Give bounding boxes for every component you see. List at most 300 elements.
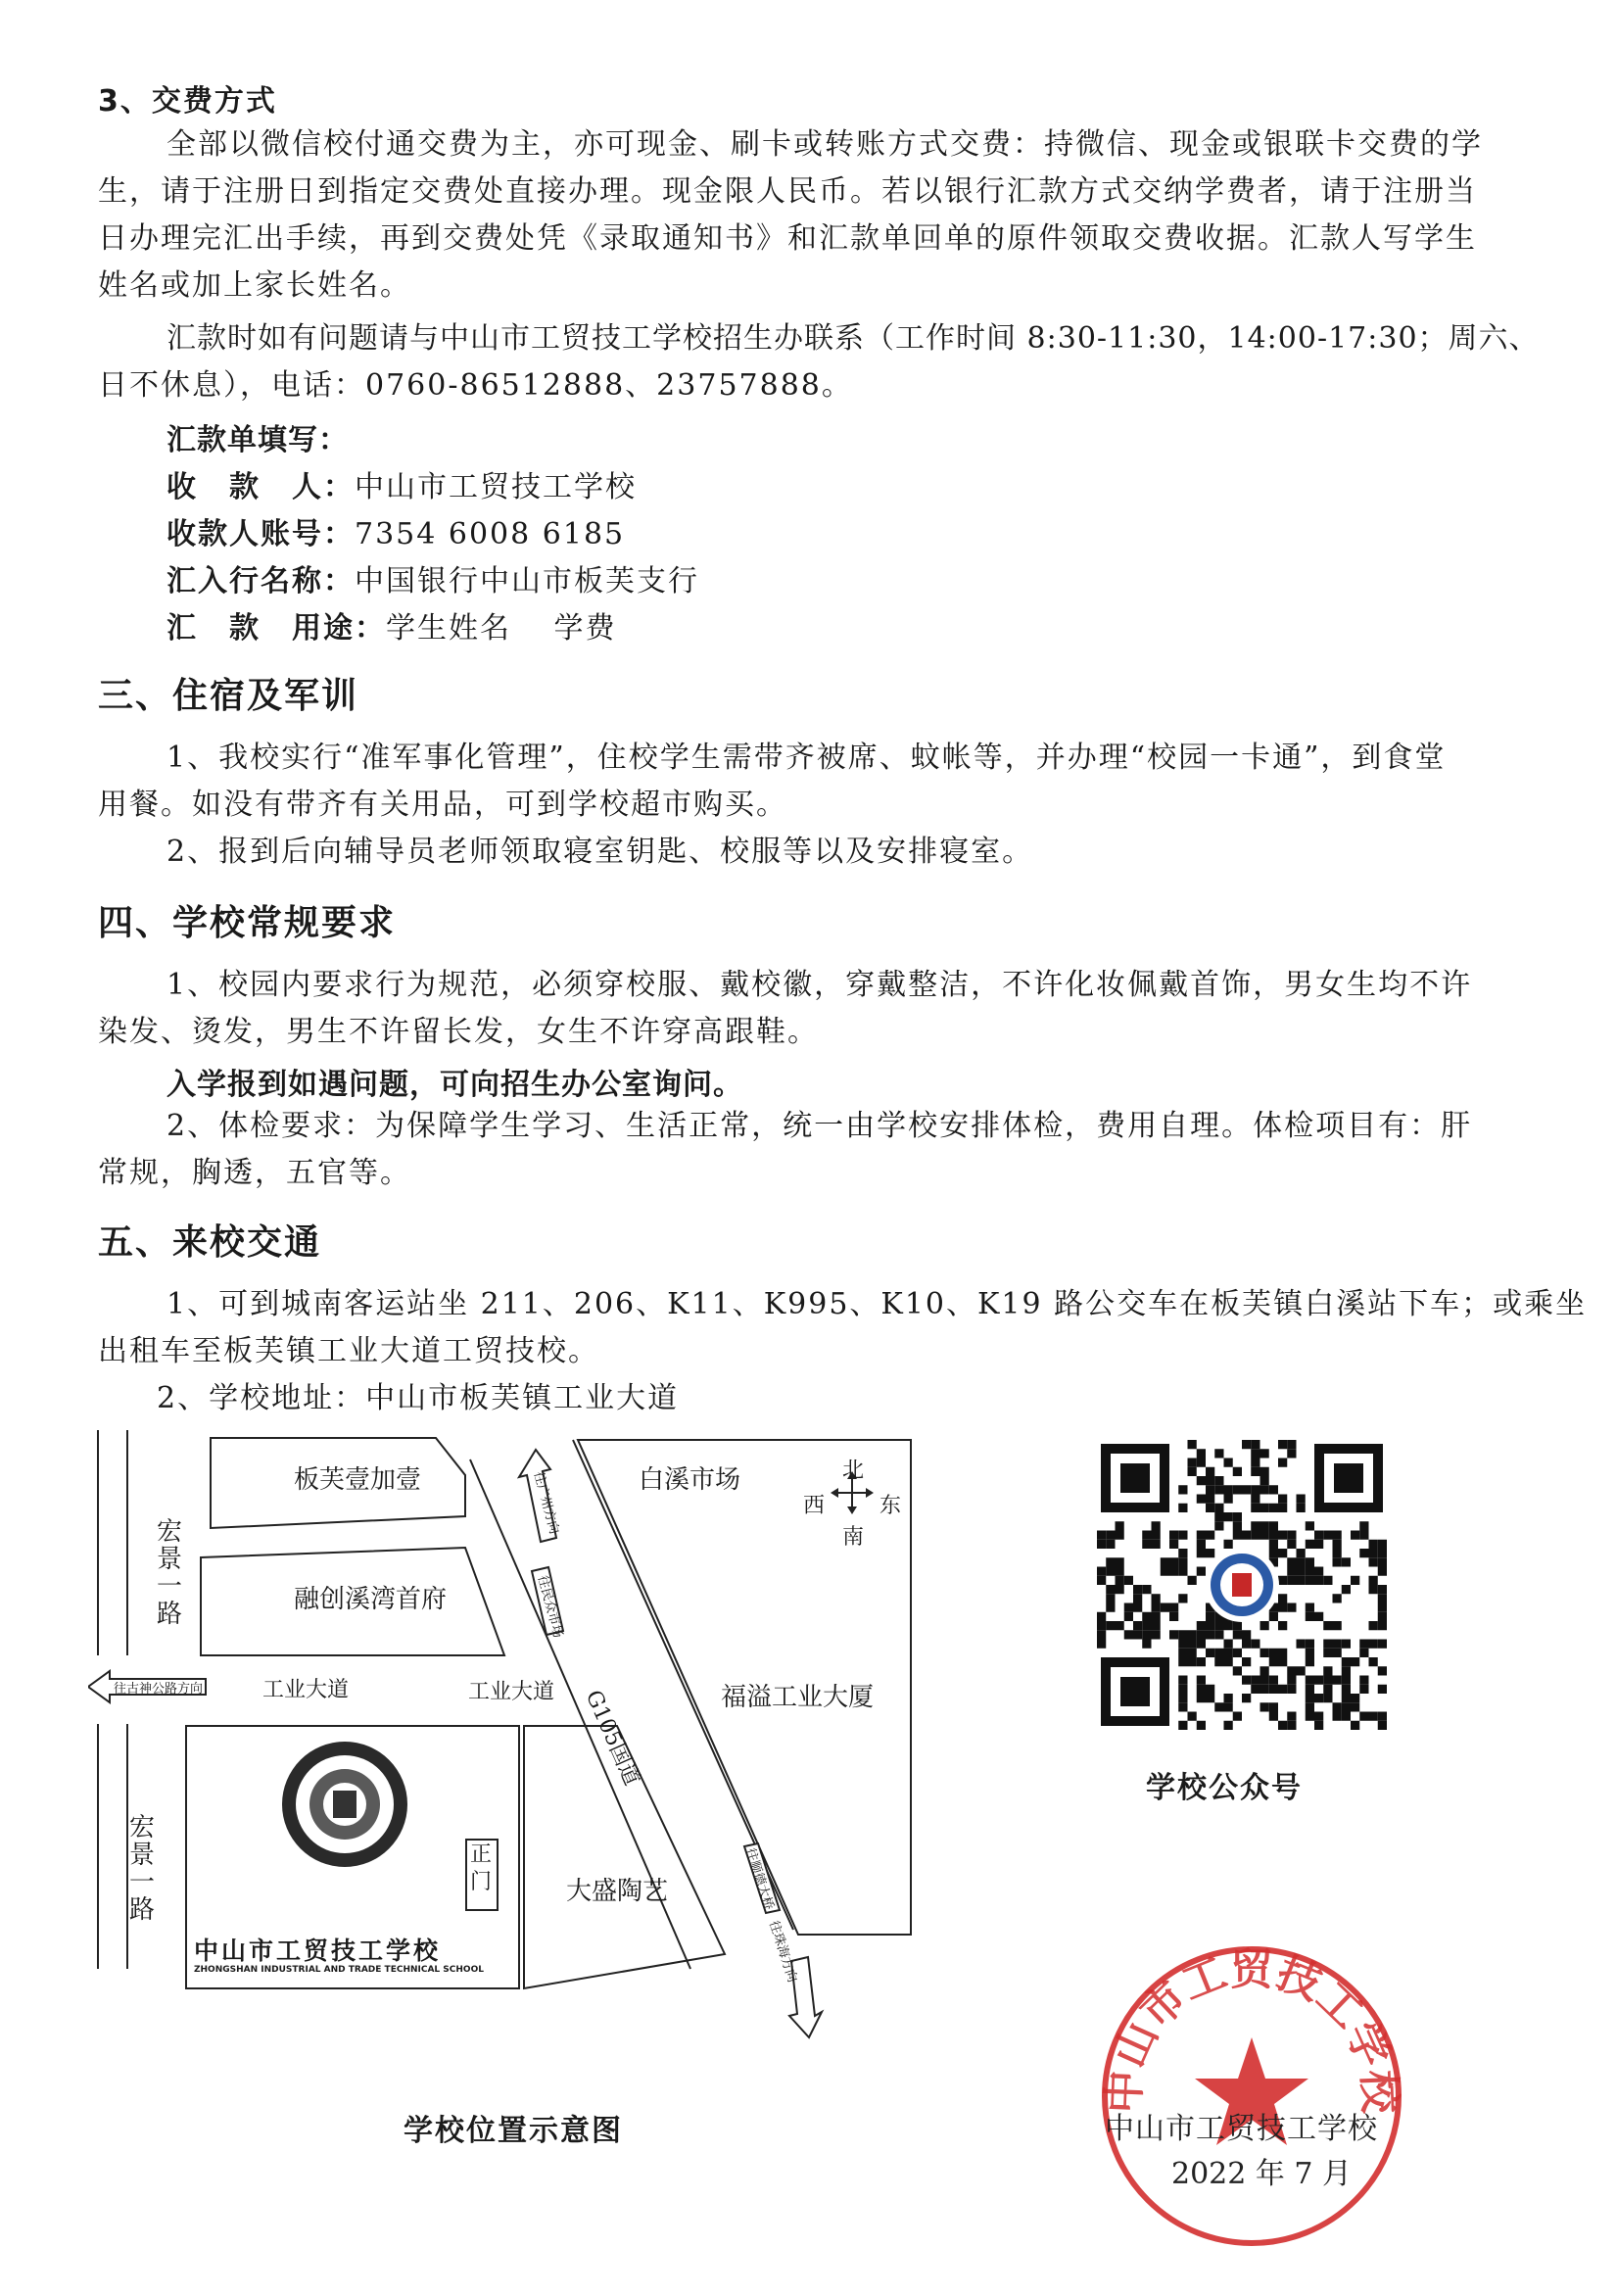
- qr-module: [1188, 1657, 1197, 1666]
- qr-module: [1142, 1531, 1151, 1540]
- qr-module: [1260, 1676, 1269, 1685]
- qr-module: [1133, 1630, 1142, 1639]
- school-logo-icon: [282, 1742, 407, 1867]
- qr-module: [1369, 1712, 1378, 1721]
- qr-module: [1214, 1657, 1223, 1666]
- map-label-dasheng: 大盛陶艺: [566, 1877, 669, 1906]
- qr-module: [1142, 1612, 1151, 1621]
- qr-module: [1233, 1621, 1242, 1630]
- qr-module: [1178, 1702, 1187, 1711]
- qr-module: [1197, 1721, 1206, 1730]
- qr-module: [1342, 1694, 1351, 1702]
- qr-module: [1359, 1649, 1368, 1657]
- qr-module: [1188, 1649, 1197, 1657]
- qr-module: [1260, 1449, 1269, 1458]
- qr-caption: 学校公众号: [1146, 1771, 1303, 1805]
- qr-module: [1269, 1702, 1278, 1711]
- qr-module: [1188, 1459, 1197, 1467]
- remit-label: 汇入行名称：: [166, 564, 355, 598]
- qr-module: [1260, 1685, 1269, 1694]
- qr-module: [1169, 1540, 1178, 1549]
- qr-module: [1152, 1630, 1161, 1639]
- qr-module: [1314, 1694, 1323, 1702]
- qr-module: [1142, 1540, 1151, 1549]
- qr-module: [1369, 1549, 1378, 1557]
- qr-module: [1251, 1449, 1260, 1458]
- qr-module: [1214, 1649, 1223, 1657]
- qr-module: [1359, 1549, 1368, 1557]
- qr-module: [1297, 1666, 1306, 1675]
- qr-module: [1260, 1649, 1269, 1657]
- qr-module: [1260, 1531, 1269, 1540]
- qr-module: [1097, 1576, 1106, 1585]
- qr-module: [1161, 1557, 1169, 1566]
- qr-module: [1242, 1657, 1251, 1666]
- qr-module: [1197, 1621, 1206, 1630]
- qr-module: [1269, 1685, 1278, 1694]
- road-label-gongye-left: 工业大道: [262, 1678, 350, 1702]
- qr-module: [1242, 1676, 1251, 1685]
- qr-module: [1323, 1685, 1332, 1694]
- qr-module: [1278, 1440, 1287, 1449]
- qr-module: [1242, 1640, 1251, 1649]
- qr-module: [1269, 1504, 1278, 1512]
- qr-module: [1333, 1557, 1342, 1566]
- map-caption: 学校位置示意图: [404, 2114, 623, 2148]
- qr-module: [1116, 1567, 1124, 1576]
- qr-module: [1206, 1476, 1214, 1485]
- qr-module: [1278, 1594, 1287, 1602]
- qr-module: [1233, 1512, 1242, 1521]
- qr-module: [1333, 1594, 1342, 1602]
- qr-module: [1260, 1702, 1269, 1711]
- qr-module: [1251, 1531, 1260, 1540]
- qr-module: [1287, 1567, 1296, 1576]
- qr-module: [1297, 1495, 1306, 1504]
- qr-module: [1297, 1504, 1306, 1512]
- qr-module: [1278, 1495, 1287, 1504]
- qr-module: [1287, 1676, 1296, 1685]
- qr-module: [1224, 1721, 1233, 1730]
- map-label-fuyi: 福溢工业大厦: [721, 1683, 875, 1712]
- qr-module: [1251, 1685, 1260, 1694]
- qr-module: [1359, 1712, 1368, 1721]
- qr-module: [1188, 1712, 1197, 1721]
- qr-module: [1206, 1549, 1214, 1557]
- qr-module: [1197, 1531, 1206, 1540]
- qr-module: [1242, 1630, 1251, 1639]
- qr-module: [1197, 1495, 1206, 1504]
- qr-module: [1214, 1702, 1223, 1711]
- qr-module: [1169, 1531, 1178, 1540]
- qr-module: [1106, 1567, 1115, 1576]
- qr-module: [1233, 1531, 1242, 1540]
- qr-module: [1097, 1567, 1106, 1576]
- qr-module: [1106, 1540, 1115, 1549]
- qr-module: [1278, 1685, 1287, 1694]
- qr-module: [1188, 1640, 1197, 1649]
- qr-module: [1169, 1603, 1178, 1612]
- qr-module: [1269, 1657, 1278, 1666]
- qr-module: [1342, 1666, 1351, 1675]
- qr-module: [1188, 1467, 1197, 1476]
- qr-module: [1197, 1449, 1206, 1458]
- remit-value: 中国银行中山市板芙支行: [355, 564, 699, 598]
- qr-module: [1251, 1504, 1260, 1512]
- qr-module: [1260, 1621, 1269, 1630]
- qr-module: [1287, 1440, 1296, 1449]
- qr-module: [1251, 1640, 1260, 1649]
- qr-module: [1351, 1531, 1359, 1540]
- remit-row-payee: [166, 462, 637, 505]
- qr-module: [1351, 1721, 1359, 1730]
- qr-module: [1124, 1612, 1133, 1621]
- remit-row-bank: [166, 556, 699, 599]
- qr-module: [1287, 1721, 1296, 1730]
- qr-module: [1142, 1640, 1151, 1649]
- remit-label: 汇 款 用途：: [166, 611, 386, 646]
- official-seal: [1095, 1939, 1408, 2253]
- qr-module: [1224, 1485, 1233, 1494]
- qr-module: [1369, 1557, 1378, 1566]
- qr-module: [1378, 1640, 1387, 1649]
- qr-module: [1278, 1657, 1287, 1666]
- remit-row-purpose: [166, 603, 617, 646]
- qr-module: [1251, 1676, 1260, 1685]
- fee-p1-line2: 生，请于注册日到指定交费处直接办理。现金限人民币。若以银行汇款方式交纳学费者，请于注册当: [98, 174, 1477, 209]
- qr-module: [1106, 1585, 1115, 1594]
- qr-module: [1133, 1603, 1142, 1612]
- section-heading-transport: 五、来校交通: [98, 1222, 322, 1263]
- qr-module: [1106, 1594, 1115, 1602]
- qr-module: [1378, 1685, 1387, 1694]
- qr-module: [1206, 1685, 1214, 1694]
- qr-module: [1306, 1657, 1314, 1666]
- qr-module: [1214, 1621, 1223, 1630]
- qr-module: [1287, 1449, 1296, 1458]
- qr-module: [1297, 1557, 1306, 1566]
- qr-module: [1314, 1567, 1323, 1576]
- qr-module: [1197, 1657, 1206, 1666]
- qr-module: [1314, 1612, 1323, 1621]
- qr-module: [1378, 1666, 1387, 1675]
- qr-module: [1359, 1685, 1368, 1694]
- qr-module: [1224, 1702, 1233, 1711]
- qr-module: [1287, 1666, 1296, 1675]
- qr-module: [1378, 1712, 1387, 1721]
- remit-title: 汇款单填写：: [166, 423, 349, 457]
- qr-module: [1269, 1612, 1278, 1621]
- qr-module: [1206, 1612, 1214, 1621]
- qr-module: [1369, 1657, 1378, 1666]
- qr-module: [1278, 1459, 1287, 1467]
- qr-module: [1178, 1504, 1187, 1512]
- qr-module: [1306, 1685, 1314, 1694]
- qr-module: [1342, 1712, 1351, 1721]
- qr-module: [1188, 1440, 1197, 1449]
- qr-module: [1116, 1521, 1124, 1530]
- qr-module: [1224, 1540, 1233, 1549]
- s3-p2: 2、报到后向辅导员老师领取寝室钥匙、校服等以及安排寝室。: [166, 835, 1034, 869]
- qr-module: [1106, 1557, 1115, 1566]
- remit-value: 学生姓名 学费: [386, 611, 617, 646]
- road-label-g105: G105国道: [580, 1687, 644, 1790]
- qr-module: [1214, 1449, 1223, 1458]
- qr-module: [1306, 1702, 1314, 1711]
- qr-module: [1251, 1521, 1260, 1530]
- qr-module: [1260, 1485, 1269, 1494]
- qr-module: [1342, 1676, 1351, 1685]
- qr-module: [1297, 1640, 1306, 1649]
- qr-module: [1197, 1476, 1206, 1485]
- qr-module: [1178, 1721, 1187, 1730]
- qr-module: [1197, 1685, 1206, 1694]
- qr-module: [1306, 1694, 1314, 1702]
- qr-module: [1306, 1557, 1314, 1566]
- qr-module: [1342, 1657, 1351, 1666]
- qr-module: [1116, 1557, 1124, 1566]
- qr-module: [1197, 1549, 1206, 1557]
- qr-module: [1323, 1531, 1332, 1540]
- svg-text:中山市工贸技工学校: 中山市工贸技工学校: [1100, 1945, 1403, 2115]
- qr-module: [1197, 1540, 1206, 1549]
- qr-module: [1178, 1640, 1187, 1649]
- qr-module: [1351, 1576, 1359, 1585]
- compass-south: 南: [842, 1525, 865, 1550]
- qr-module: [1197, 1640, 1206, 1649]
- signature-date: 2022 年 7 月: [1171, 2157, 1353, 2191]
- qr-module: [1342, 1585, 1351, 1594]
- qr-module: [1333, 1640, 1342, 1649]
- qr-module: [1369, 1540, 1378, 1549]
- qr-module: [1233, 1467, 1242, 1476]
- qr-module: [1278, 1531, 1287, 1540]
- qr-module: [1260, 1504, 1269, 1512]
- map-label-block2: 融创溪湾首府: [294, 1585, 448, 1614]
- qr-module: [1152, 1521, 1161, 1530]
- qr-module: [1242, 1440, 1251, 1449]
- qr-module: [1206, 1630, 1214, 1639]
- qr-module: [1306, 1540, 1314, 1549]
- qr-module: [1269, 1676, 1278, 1685]
- qr-module: [1297, 1576, 1306, 1585]
- qr-module: [1278, 1504, 1287, 1512]
- qr-module: [1214, 1476, 1223, 1485]
- qr-module: [1351, 1702, 1359, 1711]
- qr-module: [1097, 1540, 1106, 1549]
- remit-row-account: [166, 509, 625, 552]
- remit-label: 收 款 人：: [166, 470, 355, 504]
- qr-module: [1206, 1531, 1214, 1540]
- qr-module: [1251, 1467, 1260, 1476]
- qr-module: [1161, 1603, 1169, 1612]
- qr-module: [1106, 1531, 1115, 1540]
- qr-module: [1178, 1649, 1187, 1657]
- qr-module: [1233, 1521, 1242, 1530]
- qr-module: [1306, 1603, 1314, 1612]
- s5-p1-line1: 1、可到城南客运站坐 211、206、K11、K995、K10、K19 路公交车在板芙镇白溪站下车；或乘坐: [166, 1287, 1588, 1321]
- qr-module: [1214, 1504, 1223, 1512]
- qr-module: [1178, 1567, 1187, 1576]
- qr-module: [1214, 1521, 1223, 1530]
- qr-module: [1124, 1630, 1133, 1639]
- qr-module: [1323, 1666, 1332, 1675]
- qr-module: [1224, 1694, 1233, 1702]
- qr-module: [1116, 1585, 1124, 1594]
- qr-module: [1178, 1485, 1187, 1494]
- qr-module: [1306, 1712, 1314, 1721]
- qr-module: [1152, 1621, 1161, 1630]
- qr-module: [1097, 1621, 1106, 1630]
- qr-module: [1197, 1694, 1206, 1702]
- compass-north: 北: [842, 1459, 865, 1483]
- qr-module: [1233, 1666, 1242, 1675]
- arrow-label-north1: 往广州方向: [530, 1470, 561, 1536]
- qr-module: [1359, 1640, 1368, 1649]
- s5-p1-line2: 出租车至板芙镇工业大道工贸技校。: [98, 1334, 599, 1368]
- qr-module: [1278, 1621, 1287, 1630]
- qr-module: [1233, 1485, 1242, 1494]
- s3-p1-line1: 1、我校实行“准军事化管理”，住校学生需带齐被席、蚊帐等，并办理“校园一卡通”，到食堂: [166, 741, 1447, 775]
- qr-module: [1178, 1557, 1187, 1566]
- qr-module: [1306, 1676, 1314, 1685]
- qr-module: [1314, 1576, 1323, 1585]
- qr-module: [1342, 1557, 1351, 1566]
- qr-module: [1323, 1676, 1332, 1685]
- qr-module: [1224, 1621, 1233, 1630]
- qr-module: [1378, 1585, 1387, 1594]
- qr-module: [1178, 1694, 1187, 1702]
- arrow-label-north2: 往民众市场: [534, 1574, 565, 1640]
- gate-label: 正门: [470, 1842, 493, 1894]
- qr-module: [1206, 1467, 1214, 1476]
- qr-module: [1378, 1567, 1387, 1576]
- signature-org: 中山市工贸技工学校: [1105, 2112, 1378, 2146]
- s4-bold-note: 入学报到如遇问题，可向招生办公室询问。: [166, 1068, 743, 1102]
- qr-module: [1287, 1603, 1296, 1612]
- qr-module: [1133, 1594, 1142, 1602]
- arrow-label-south2: 往珠海方向: [765, 1919, 800, 1985]
- qr-module: [1214, 1485, 1223, 1494]
- qr-module: [1342, 1702, 1351, 1711]
- school-name-en: ZHONGSHAN INDUSTRIAL AND TRADE TECHNICAL SCHOOL: [194, 1965, 484, 1975]
- qr-module: [1116, 1576, 1124, 1585]
- qr-module: [1378, 1594, 1387, 1602]
- qr-module: [1178, 1630, 1187, 1639]
- qr-module: [1197, 1567, 1206, 1576]
- qr-module: [1342, 1640, 1351, 1649]
- qr-module: [1359, 1521, 1368, 1530]
- qr-module: [1224, 1512, 1233, 1521]
- qr-module: [1178, 1594, 1187, 1602]
- qr-module: [1178, 1531, 1187, 1540]
- qr-module: [1323, 1621, 1332, 1630]
- qr-module: [1378, 1621, 1387, 1630]
- qr-module: [1206, 1485, 1214, 1494]
- qr-module: [1260, 1521, 1269, 1530]
- qr-module: [1287, 1685, 1296, 1694]
- qr-module: [1169, 1630, 1178, 1639]
- qr-module: [1116, 1621, 1124, 1630]
- qr-module: [1178, 1657, 1187, 1666]
- qr-module: [1314, 1676, 1323, 1685]
- compass-east: 东: [879, 1494, 902, 1518]
- qr-module: [1369, 1621, 1378, 1630]
- qr-module: [1278, 1721, 1287, 1730]
- qr-module: [1169, 1567, 1178, 1576]
- s3-p1-line2: 用餐。如没有带齐有关用品，可到学校超市购买。: [98, 788, 787, 822]
- qr-module: [1359, 1531, 1368, 1540]
- qr-module: [1233, 1712, 1242, 1721]
- qr-module: [1197, 1630, 1206, 1639]
- qr-module: [1242, 1485, 1251, 1494]
- qr-module: [1161, 1567, 1169, 1576]
- qr-module: [1378, 1549, 1387, 1557]
- qr-module: [1206, 1621, 1214, 1630]
- qr-module: [1306, 1612, 1314, 1621]
- qr-module: [1269, 1531, 1278, 1540]
- qr-module: [1106, 1603, 1115, 1612]
- qr-module: [1124, 1576, 1133, 1585]
- qr-module: [1214, 1512, 1223, 1521]
- qr-module: [1323, 1694, 1332, 1702]
- qr-module: [1142, 1630, 1151, 1639]
- qr-module: [1333, 1702, 1342, 1711]
- qr-module: [1251, 1440, 1260, 1449]
- qr-module: [1097, 1531, 1106, 1540]
- qr-module: [1224, 1495, 1233, 1504]
- qr-module: [1333, 1540, 1342, 1549]
- qr-module: [1097, 1640, 1106, 1649]
- section-heading-rules: 四、学校常规要求: [98, 903, 397, 943]
- qr-module: [1333, 1549, 1342, 1557]
- qr-module: [1323, 1576, 1332, 1585]
- qr-module: [1152, 1594, 1161, 1602]
- qr-module: [1378, 1557, 1387, 1566]
- qr-module: [1306, 1521, 1314, 1530]
- qr-module: [1260, 1467, 1269, 1476]
- fee-heading: 3、交费方式: [98, 84, 277, 119]
- qr-module: [1306, 1576, 1314, 1585]
- arrow-label-south1: 往顺德大桥: [741, 1846, 777, 1912]
- qr-module: [1297, 1549, 1306, 1557]
- qr-module: [1206, 1694, 1214, 1702]
- qr-module: [1260, 1476, 1269, 1485]
- fee-p2-line2: 日不休息），电话：0760-86512888、23757888。: [98, 368, 853, 403]
- qr-module: [1333, 1621, 1342, 1630]
- fee-p1-line1: 全部以微信校付通交费为主，亦可现金、刷卡或转账方式交费：持微信、现金或银联卡交费的学: [166, 127, 1483, 162]
- qr-module: [1333, 1531, 1342, 1540]
- qr-module: [1378, 1612, 1387, 1621]
- qr-module: [1260, 1666, 1269, 1675]
- qr-module: [1333, 1676, 1342, 1685]
- road-label-hongjing-bottom: 宏景一路: [129, 1813, 156, 1925]
- fee-p1-line4: 姓名或加上家长姓名。: [98, 268, 411, 303]
- map-label-block1: 板芙壹加壹: [294, 1465, 422, 1495]
- qr-module: [1314, 1531, 1323, 1540]
- qr-module: [1314, 1721, 1323, 1730]
- school-name-cn: 中山市工贸技工学校: [194, 1937, 442, 1965]
- s4-p2-line2: 常规，胸透，五官等。: [98, 1156, 411, 1190]
- qr-module: [1133, 1621, 1142, 1630]
- qr-module: [1142, 1585, 1151, 1594]
- qr-module: [1242, 1694, 1251, 1702]
- qr-module: [1214, 1630, 1223, 1639]
- qr-module: [1287, 1576, 1296, 1585]
- qr-code-icon[interactable]: [1097, 1440, 1387, 1730]
- qr-module: [1224, 1657, 1233, 1666]
- qr-module: [1306, 1640, 1314, 1649]
